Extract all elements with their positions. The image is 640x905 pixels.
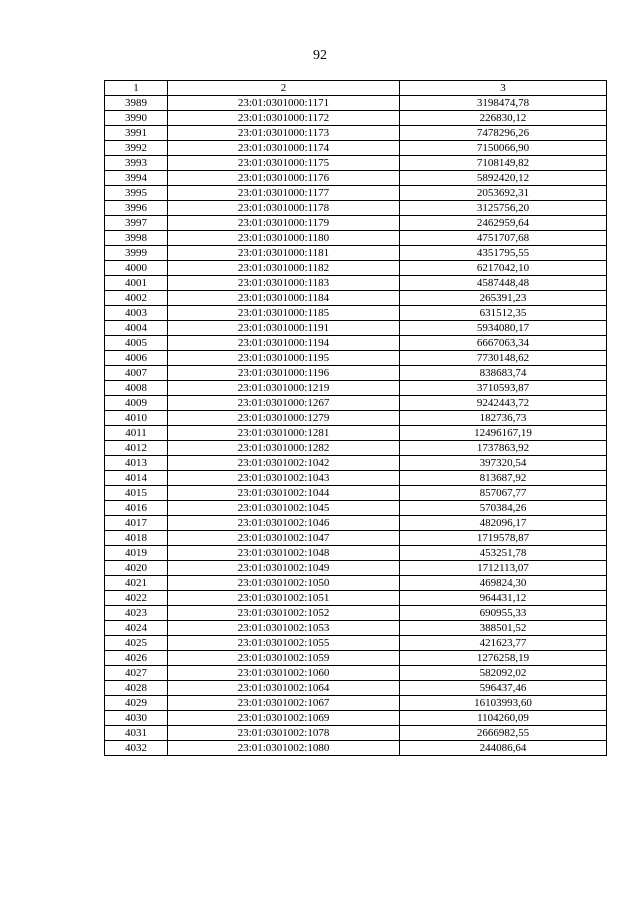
cadastral-number-cell: 23:01:0301000:1172	[168, 111, 400, 126]
cadastral-number-cell: 23:01:0301000:1175	[168, 156, 400, 171]
value-cell: 421623,77	[400, 636, 607, 651]
table-row	[105, 381, 607, 396]
table-row	[105, 351, 607, 366]
table-row	[105, 741, 607, 756]
cadastral-number-cell: 23:01:0301002:1046	[168, 516, 400, 531]
cadastral-number-cell: 23:01:0301000:1177	[168, 186, 400, 201]
cadastral-number-cell: 23:01:0301002:1052	[168, 606, 400, 621]
row-number-cell: 4004	[105, 321, 168, 336]
table-header-row	[105, 81, 607, 96]
table-row	[105, 396, 607, 411]
row-number-cell: 3997	[105, 216, 168, 231]
table-row	[105, 531, 607, 546]
value-cell: 1276258,19	[400, 651, 607, 666]
row-number-cell: 3994	[105, 171, 168, 186]
value-cell: 388501,52	[400, 621, 607, 636]
cadastral-number-cell: 23:01:0301002:1050	[168, 576, 400, 591]
value-cell: 469824,30	[400, 576, 607, 591]
column-header-3: 3	[400, 81, 607, 96]
table-row	[105, 291, 607, 306]
row-number-cell: 4030	[105, 711, 168, 726]
cadastral-number-cell: 23:01:0301002:1078	[168, 726, 400, 741]
cadastral-number-cell: 23:01:0301000:1178	[168, 201, 400, 216]
value-cell: 7150066,90	[400, 141, 607, 156]
value-cell: 12496167,19	[400, 426, 607, 441]
row-number-cell: 4014	[105, 471, 168, 486]
table-row	[105, 651, 607, 666]
value-cell: 482096,17	[400, 516, 607, 531]
table-row	[105, 231, 607, 246]
row-number-cell: 3999	[105, 246, 168, 261]
cadastral-number-cell: 23:01:0301002:1067	[168, 696, 400, 711]
table-row	[105, 726, 607, 741]
row-number-cell: 3996	[105, 201, 168, 216]
value-cell: 596437,46	[400, 681, 607, 696]
row-number-cell: 4021	[105, 576, 168, 591]
value-cell: 3198474,78	[400, 96, 607, 111]
value-cell: 813687,92	[400, 471, 607, 486]
cadastral-number-cell: 23:01:0301000:1176	[168, 171, 400, 186]
row-number-cell: 3989	[105, 96, 168, 111]
value-cell: 4587448,48	[400, 276, 607, 291]
cadastral-number-cell: 23:01:0301002:1055	[168, 636, 400, 651]
table-row	[105, 171, 607, 186]
cadastral-number-cell: 23:01:0301002:1060	[168, 666, 400, 681]
cadastral-number-cell: 23:01:0301000:1173	[168, 126, 400, 141]
cadastral-number-cell: 23:01:0301002:1043	[168, 471, 400, 486]
value-cell: 2666982,55	[400, 726, 607, 741]
row-number-cell: 4023	[105, 606, 168, 621]
table-row	[105, 471, 607, 486]
cadastral-number-cell: 23:01:0301000:1179	[168, 216, 400, 231]
row-number-cell: 4016	[105, 501, 168, 516]
column-header-2: 2	[168, 81, 400, 96]
table-row	[105, 306, 607, 321]
row-number-cell: 4027	[105, 666, 168, 681]
value-cell: 397320,54	[400, 456, 607, 471]
row-number-cell: 3998	[105, 231, 168, 246]
row-number-cell: 4010	[105, 411, 168, 426]
cadastral-number-cell: 23:01:0301000:1195	[168, 351, 400, 366]
table-row	[105, 696, 607, 711]
row-number-cell: 3993	[105, 156, 168, 171]
cadastral-number-cell: 23:01:0301000:1281	[168, 426, 400, 441]
table-header	[105, 81, 607, 96]
row-number-cell: 4025	[105, 636, 168, 651]
value-cell: 244086,64	[400, 741, 607, 756]
cadastral-number-cell: 23:01:0301000:1184	[168, 291, 400, 306]
cadastral-number-cell: 23:01:0301002:1051	[168, 591, 400, 606]
row-number-cell: 3995	[105, 186, 168, 201]
value-cell: 690955,33	[400, 606, 607, 621]
cadastral-number-cell: 23:01:0301000:1181	[168, 246, 400, 261]
row-number-cell: 4006	[105, 351, 168, 366]
cadastral-number-cell: 23:01:0301000:1194	[168, 336, 400, 351]
cadastral-number-cell: 23:01:0301000:1174	[168, 141, 400, 156]
value-cell: 838683,74	[400, 366, 607, 381]
row-number-cell: 4000	[105, 261, 168, 276]
cadastral-number-cell: 23:01:0301002:1049	[168, 561, 400, 576]
cadastral-number-cell: 23:01:0301000:1196	[168, 366, 400, 381]
table-row	[105, 366, 607, 381]
value-cell: 182736,73	[400, 411, 607, 426]
table-body	[105, 96, 607, 756]
table-row	[105, 621, 607, 636]
value-cell: 631512,35	[400, 306, 607, 321]
row-number-cell: 4029	[105, 696, 168, 711]
row-number-cell: 4002	[105, 291, 168, 306]
table-row	[105, 516, 607, 531]
value-cell: 582092,02	[400, 666, 607, 681]
table-row	[105, 711, 607, 726]
value-cell: 453251,78	[400, 546, 607, 561]
value-cell: 265391,23	[400, 291, 607, 306]
row-number-cell: 4003	[105, 306, 168, 321]
value-cell: 1719578,87	[400, 531, 607, 546]
row-number-cell: 3990	[105, 111, 168, 126]
table-row	[105, 426, 607, 441]
row-number-cell: 4028	[105, 681, 168, 696]
table-row	[105, 276, 607, 291]
cadastral-number-cell: 23:01:0301002:1045	[168, 501, 400, 516]
row-number-cell: 4019	[105, 546, 168, 561]
value-cell: 2053692,31	[400, 186, 607, 201]
value-cell: 6667063,34	[400, 336, 607, 351]
cadastral-number-cell: 23:01:0301000:1182	[168, 261, 400, 276]
row-number-cell: 4017	[105, 516, 168, 531]
table-row	[105, 411, 607, 426]
table-row	[105, 321, 607, 336]
row-number-cell: 4009	[105, 396, 168, 411]
value-cell: 9242443,72	[400, 396, 607, 411]
value-cell: 226830,12	[400, 111, 607, 126]
row-number-cell: 4022	[105, 591, 168, 606]
cadastral-number-cell: 23:01:0301002:1047	[168, 531, 400, 546]
value-cell: 4351795,55	[400, 246, 607, 261]
table-row	[105, 111, 607, 126]
table-row	[105, 681, 607, 696]
value-cell: 1104260,09	[400, 711, 607, 726]
row-number-cell: 4031	[105, 726, 168, 741]
row-number-cell: 4026	[105, 651, 168, 666]
cadastral-number-cell: 23:01:0301002:1069	[168, 711, 400, 726]
cadastral-number-cell: 23:01:0301002:1059	[168, 651, 400, 666]
cadastral-number-cell: 23:01:0301000:1282	[168, 441, 400, 456]
value-cell: 570384,26	[400, 501, 607, 516]
table-row	[105, 666, 607, 681]
value-cell: 3710593,87	[400, 381, 607, 396]
table-row	[105, 636, 607, 651]
row-number-cell: 4001	[105, 276, 168, 291]
table-row	[105, 96, 607, 111]
value-cell: 964431,12	[400, 591, 607, 606]
value-cell: 4751707,68	[400, 231, 607, 246]
table-row	[105, 201, 607, 216]
value-cell: 5934080,17	[400, 321, 607, 336]
table-row	[105, 561, 607, 576]
table-row	[105, 486, 607, 501]
column-header-1: 1	[105, 81, 168, 96]
row-number-cell: 4024	[105, 621, 168, 636]
cadastral-number-cell: 23:01:0301002:1044	[168, 486, 400, 501]
cadastral-number-cell: 23:01:0301000:1185	[168, 306, 400, 321]
value-cell: 857067,77	[400, 486, 607, 501]
row-number-cell: 3991	[105, 126, 168, 141]
table-row	[105, 576, 607, 591]
value-cell: 7108149,82	[400, 156, 607, 171]
page-number: 92	[313, 48, 327, 63]
cadastral-number-cell: 23:01:0301000:1219	[168, 381, 400, 396]
cadastral-number-cell: 23:01:0301002:1053	[168, 621, 400, 636]
row-number-cell: 4020	[105, 561, 168, 576]
cadastral-number-cell: 23:01:0301002:1064	[168, 681, 400, 696]
value-cell: 7730148,62	[400, 351, 607, 366]
value-cell: 1737863,92	[400, 441, 607, 456]
table-row	[105, 261, 607, 276]
row-number-cell: 4011	[105, 426, 168, 441]
table-row	[105, 336, 607, 351]
row-number-cell: 3992	[105, 141, 168, 156]
cadastral-number-cell: 23:01:0301000:1279	[168, 411, 400, 426]
cadastral-number-cell: 23:01:0301002:1042	[168, 456, 400, 471]
table-row	[105, 546, 607, 561]
cadastral-number-cell: 23:01:0301000:1183	[168, 276, 400, 291]
table-row	[105, 591, 607, 606]
value-cell: 16103993,60	[400, 696, 607, 711]
row-number-cell: 4018	[105, 531, 168, 546]
cadastral-number-cell: 23:01:0301002:1048	[168, 546, 400, 561]
value-cell: 2462959,64	[400, 216, 607, 231]
table-row	[105, 501, 607, 516]
value-cell: 6217042,10	[400, 261, 607, 276]
row-number-cell: 4013	[105, 456, 168, 471]
cadastral-number-cell: 23:01:0301000:1171	[168, 96, 400, 111]
row-number-cell: 4008	[105, 381, 168, 396]
row-number-cell: 4032	[105, 741, 168, 756]
cadastral-number-cell: 23:01:0301000:1267	[168, 396, 400, 411]
cadastral-number-cell: 23:01:0301002:1080	[168, 741, 400, 756]
table-row	[105, 141, 607, 156]
table-row	[105, 606, 607, 621]
table-row	[105, 126, 607, 141]
table-row	[105, 441, 607, 456]
data-table	[104, 80, 607, 756]
cadastral-number-cell: 23:01:0301000:1180	[168, 231, 400, 246]
value-cell: 5892420,12	[400, 171, 607, 186]
table-row	[105, 156, 607, 171]
value-cell: 7478296,26	[400, 126, 607, 141]
row-number-cell: 4012	[105, 441, 168, 456]
row-number-cell: 4007	[105, 366, 168, 381]
table-row	[105, 216, 607, 231]
cadastral-number-cell: 23:01:0301000:1191	[168, 321, 400, 336]
row-number-cell: 4015	[105, 486, 168, 501]
table-row	[105, 246, 607, 261]
table-row	[105, 456, 607, 471]
value-cell: 1712113,07	[400, 561, 607, 576]
value-cell: 3125756,20	[400, 201, 607, 216]
table-row	[105, 186, 607, 201]
row-number-cell: 4005	[105, 336, 168, 351]
